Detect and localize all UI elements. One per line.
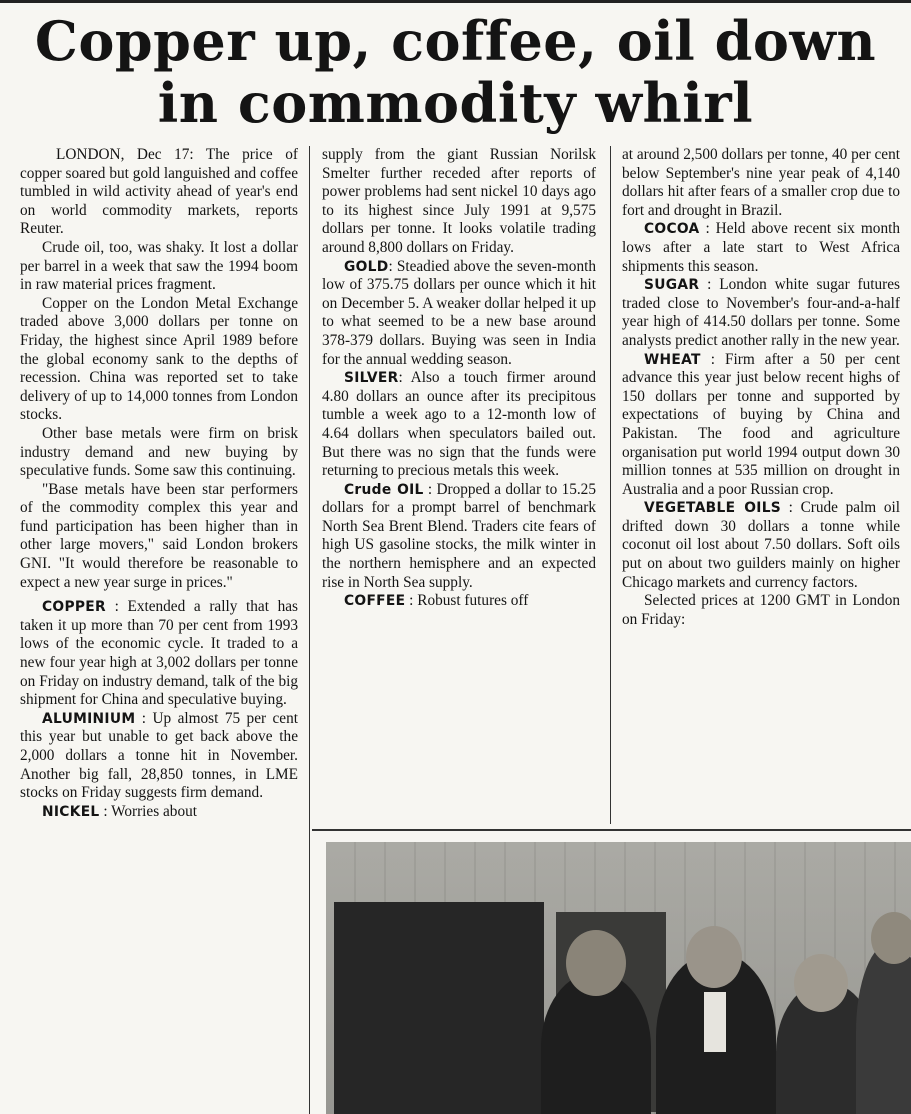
top-rule	[0, 0, 911, 3]
paragraph: LONDON, Dec 17: The price of copper soared but gold languished and coffee tumbled in wild activity ahead of year's end on world commodity markets, reports Reuter.	[20, 146, 298, 238]
photo-board	[334, 902, 544, 1114]
keyword-label: VEGETABLE OILS	[644, 500, 782, 517]
keyword-text: : Steadied above the seven-month low of 375.75 dollars per ounce which it hit on December 5. A weaker dollar helped it up to what seemed to be a new base around 378-379 dollars. Buying was seen in India for the annual wedding season.	[322, 257, 596, 368]
paragraph: Selected prices at 1200 GMT in London on Friday:	[622, 592, 900, 628]
keyword-label: COPPER	[42, 599, 106, 616]
paragraph-copper	[20, 598, 298, 710]
photo-figure-head	[794, 954, 848, 1012]
paragraph-crude-oil	[322, 481, 596, 593]
paragraph-silver	[322, 369, 596, 481]
keyword-text: : Firm after a 50 per cent advance this year just below recent highs of 150 dollars per tonne and supported by expectations of buying by China and Pakistan. The food and agriculture organisation put world 1994 output down 30 million tonnes at 535 million on drought in Australia and a poor Russian crop.	[622, 350, 900, 498]
paragraph-nickel	[20, 803, 298, 822]
paragraph: Other base metals were firm on brisk industry demand and new buying by speculative funds. Some saw this continuing.	[20, 424, 298, 480]
photo-figure-shirt	[704, 992, 726, 1052]
keyword-label: COFFEE	[344, 593, 406, 610]
keyword-text: : Crude palm oil drifted down 30 dollars a tonne while coconut oil lost about 7.50 dollars. Soft oils put on about two guilders mainly on higher Chicago markets and currency factors.	[622, 499, 900, 591]
paragraph-sugar	[622, 276, 900, 350]
keyword-text: : Worries about	[99, 802, 197, 820]
paragraph-vegetable-oils	[622, 499, 900, 592]
keyword-text: : Also a touch firmer around 4.80 dollars an ounce after its precipitous tumble a week ago to a 12-month low of 4.64 dollars when speculators bailed out. But there was no sign that the funds were returning to precious metals this week.	[322, 369, 596, 480]
paragraph-coffee	[322, 592, 596, 611]
photo-figure-head	[871, 912, 911, 964]
keyword-label: GOLD	[344, 258, 389, 275]
headline-line-2: in commodity whirl	[157, 71, 754, 135]
paragraph-aluminium	[20, 710, 298, 803]
keyword-label: Crude OIL	[344, 481, 424, 498]
column-rule-2	[610, 146, 611, 824]
paragraph: Copper on the London Metal Exchange traded above 3,000 dollars per tonne on Friday, the highest since April 1989 before the global economy sank to the depths of recession. China was reported set to take delivery of up to 14,000 tonnes from London stocks.	[20, 294, 298, 424]
keyword-label: NICKEL	[42, 803, 100, 820]
keyword-label: SILVER	[344, 370, 399, 387]
keyword-label: SUGAR	[644, 277, 700, 294]
paragraph: Crude oil, too, was shaky. It lost a dollar per barrel in a week that saw the 1994 boom in raw material prices fragment.	[20, 238, 298, 294]
headline-line-1: Copper up, coffee, oil down	[34, 9, 877, 73]
paragraph-gold	[322, 258, 596, 370]
photo-figure-head	[686, 926, 742, 988]
news-photo	[326, 842, 911, 1114]
keyword-text: : London white sugar futures traded close to November's four-and-a-half year high of 414.50 dollars per tonne. Some analysts predict another rally in the new year.	[622, 276, 900, 349]
keyword-text: : Held above recent six month lows after a late start to West Africa shipments this season.	[622, 220, 900, 275]
column-1	[20, 146, 298, 1114]
keyword-text: : Dropped a dollar to 15.25 dollars for a prompt barrel of benchmark North Sea Brent Blend. Traders cite fears of high US gasoline stocks, the milk winter in the northern hemisphere and an expected rise in North Sea supply.	[322, 480, 596, 591]
keyword-text: : Up almost 75 per cent this year but unable to get back above the 2,000 dollars a tonne hit in November. Another big fall, 28,850 tonnes, in LME stocks on Friday suggests firm demand.	[20, 709, 298, 802]
keyword-label: WHEAT	[644, 351, 701, 368]
photo-figure-head	[566, 930, 626, 996]
column-3	[622, 146, 900, 826]
paragraph: "Base metals have been star performers of the commodity complex this year and fund participation has been higher than in other large movers," said London brokers GNI. "It would therefore be reasonable to expect a new year surge in prices."	[20, 480, 298, 591]
keyword-text: : Extended a rally that has taken it up more than 70 per cent from 1993 lows of the economic cycle. It traded to a new four year high at 3,002 dollars per tonne on Friday on industry demand, talk of the big shipment for China and speculative buying.	[20, 598, 298, 709]
keyword-label: COCOA	[644, 221, 700, 238]
paragraph-wheat	[622, 351, 900, 500]
keyword-text: : Robust futures off	[405, 592, 529, 610]
paragraph: supply from the giant Russian Norilsk Smelter further receded after reports of power problems had sent nickel 10 days ago to its highest since July 1991 at 9,575 dollars per tonne. It looks volatile trading around 8,800 dollars on Friday.	[322, 146, 596, 256]
keyword-label: ALUMINIUM	[42, 710, 136, 727]
paragraph: at around 2,500 dollars per tonne, 40 per cent below September's nine year peak of 4,140 dollars hit after fears of a smaller crop due to fort and drought in Brazil.	[622, 146, 900, 219]
headline	[0, 10, 911, 134]
column-rule-1	[309, 146, 310, 1114]
paragraph-cocoa	[622, 220, 900, 276]
